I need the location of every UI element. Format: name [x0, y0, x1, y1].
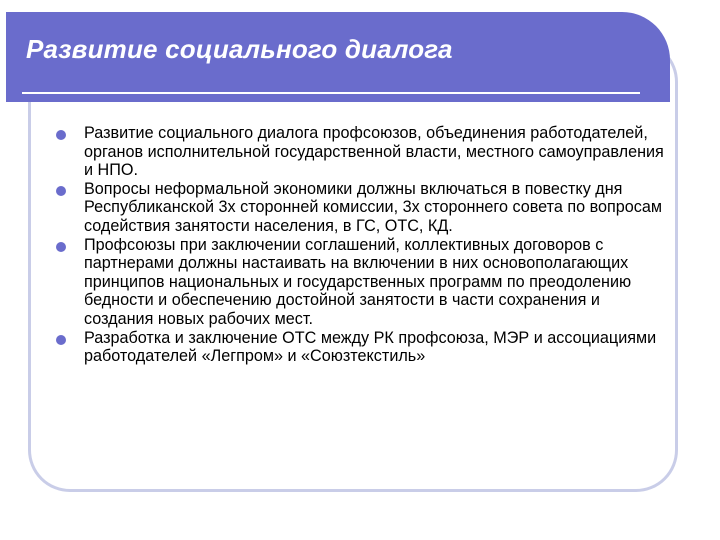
- bullet-text: Вопросы неформальной экономики должны включаться в повестку дня Республиканской 3х сторонней комиссии, 3х стороннего совета по вопросам содействия занятости населения, в ГС, ОТС, КД.: [84, 179, 663, 235]
- bullet-text: Профсоюзы при заключении соглашений, коллективных договоров с партнерами должны настаивать на включении в них основополагающих принципов национальных и государственных программ по преодолению бедности и обеспечению достойной занятости в части сохранения и создания новых рабочих мест.: [84, 235, 632, 328]
- bullet-list: [56, 124, 666, 366]
- bullet-dot-icon: [56, 186, 66, 196]
- bullet-dot-icon: [56, 242, 66, 252]
- bullet-item: [56, 180, 666, 236]
- bullet-text: Разработка и заключение ОТС между РК профсоюза, МЭР и ассоциациями работодателей «Легпром» и «Союзтекстиль»: [84, 328, 657, 366]
- bullet-text: Развитие социального диалога профсоюзов, объединения работодателей, органов исполнительной государственной власти, местного самоуправления и НПО.: [84, 124, 664, 180]
- bullet-dot-icon: [56, 130, 66, 140]
- title-underline: [22, 92, 640, 94]
- bullet-item: [56, 236, 666, 329]
- slide-title: Развитие социального диалога: [26, 34, 453, 64]
- bullet-item: [56, 124, 666, 180]
- bullet-item: [56, 329, 666, 366]
- bullet-dot-icon: [56, 335, 66, 345]
